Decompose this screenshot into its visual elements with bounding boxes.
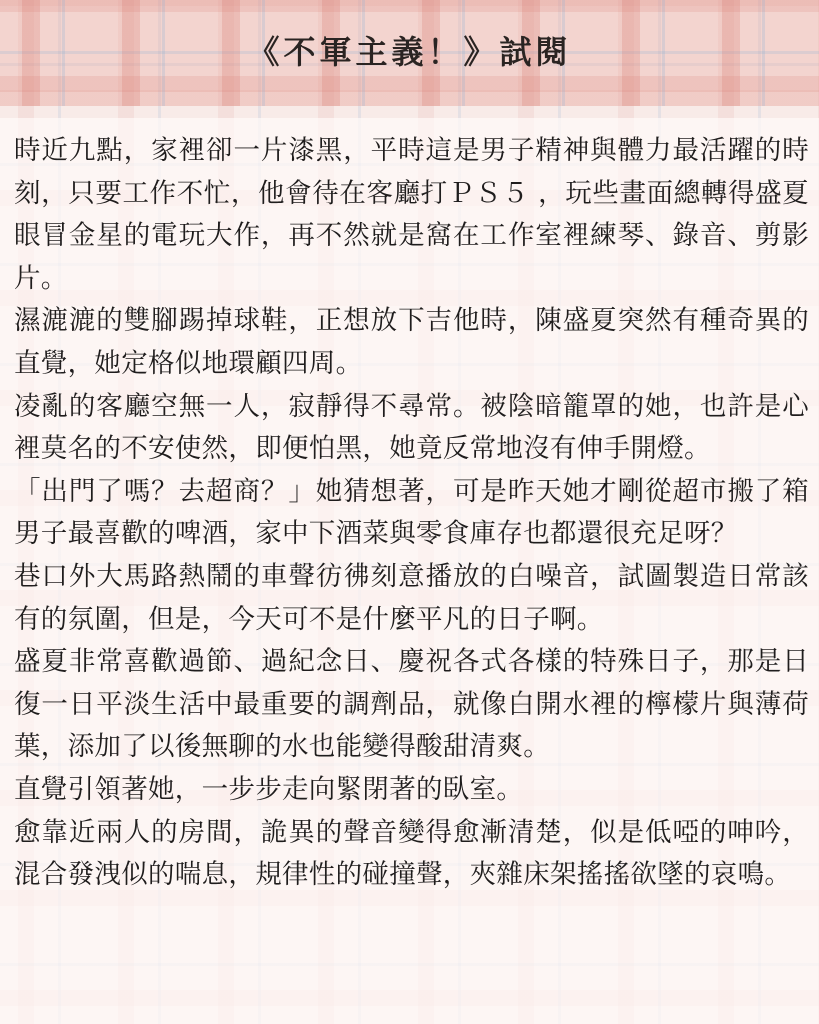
title-banner xyxy=(0,0,819,106)
page-title: 《不軍主義！》試閱 xyxy=(247,33,572,71)
paragraph: 愈靠近兩人的房間，詭異的聲音變得愈漸清楚，似是低啞的呻吟，混合發洩似的喘息，規律性的碰撞聲，夾雜床架搖搖欲墜的哀鳴。 xyxy=(14,816,809,891)
paragraph: 直覺引領著她，一步步走向緊閉著的臥室。 xyxy=(14,773,524,805)
paragraph: 時近九點，家裡卻一片漆黑，平時這是男子精神與體力最活躍的時刻，只要工作不忙，他會待在客廳打ＰＳ５ ，玩些畫面總轉得盛夏眼冒金星的電玩大作，再不然就是窩在工作室裡練琴、錄音、剪影片。 xyxy=(14,135,809,294)
paragraph: 巷口外大馬路熱鬧的車聲彷彿刻意播放的白噪音，試圖製造日常該有的氛圍，但是，今天可不是什麼平凡的日子啊。 xyxy=(14,560,809,635)
body-text xyxy=(14,130,809,897)
paragraph: 濕漉漉的雙腳踢掉球鞋，正想放下吉他時，陳盛夏突然有種奇異的直覺，她定格似地環顧四周。 xyxy=(14,305,809,379)
paragraph: 凌亂的客廳空無一人，寂靜得不尋常。被陰暗籠罩的她，也許是心裡莫名的不安使然，即便怕黑，她竟反常地沒有伸手開燈。 xyxy=(14,390,809,465)
paragraph: 「出門了嗎？去超商？」她猜想著，可是昨天她才剛從超市搬了箱男子最喜歡的啤酒，家中下酒菜與零食庫存也都還很充足呀？ xyxy=(14,475,809,550)
paragraph: 盛夏非常喜歡過節、過紀念日、慶祝各式各樣的特殊日子，那是日復一日平淡生活中最重要的調劑品，就像白開水裡的檸檬片與薄荷葉，添加了以後無聊的水也能變得酸甜清爽。 xyxy=(14,646,809,763)
text-panel xyxy=(0,118,819,1024)
